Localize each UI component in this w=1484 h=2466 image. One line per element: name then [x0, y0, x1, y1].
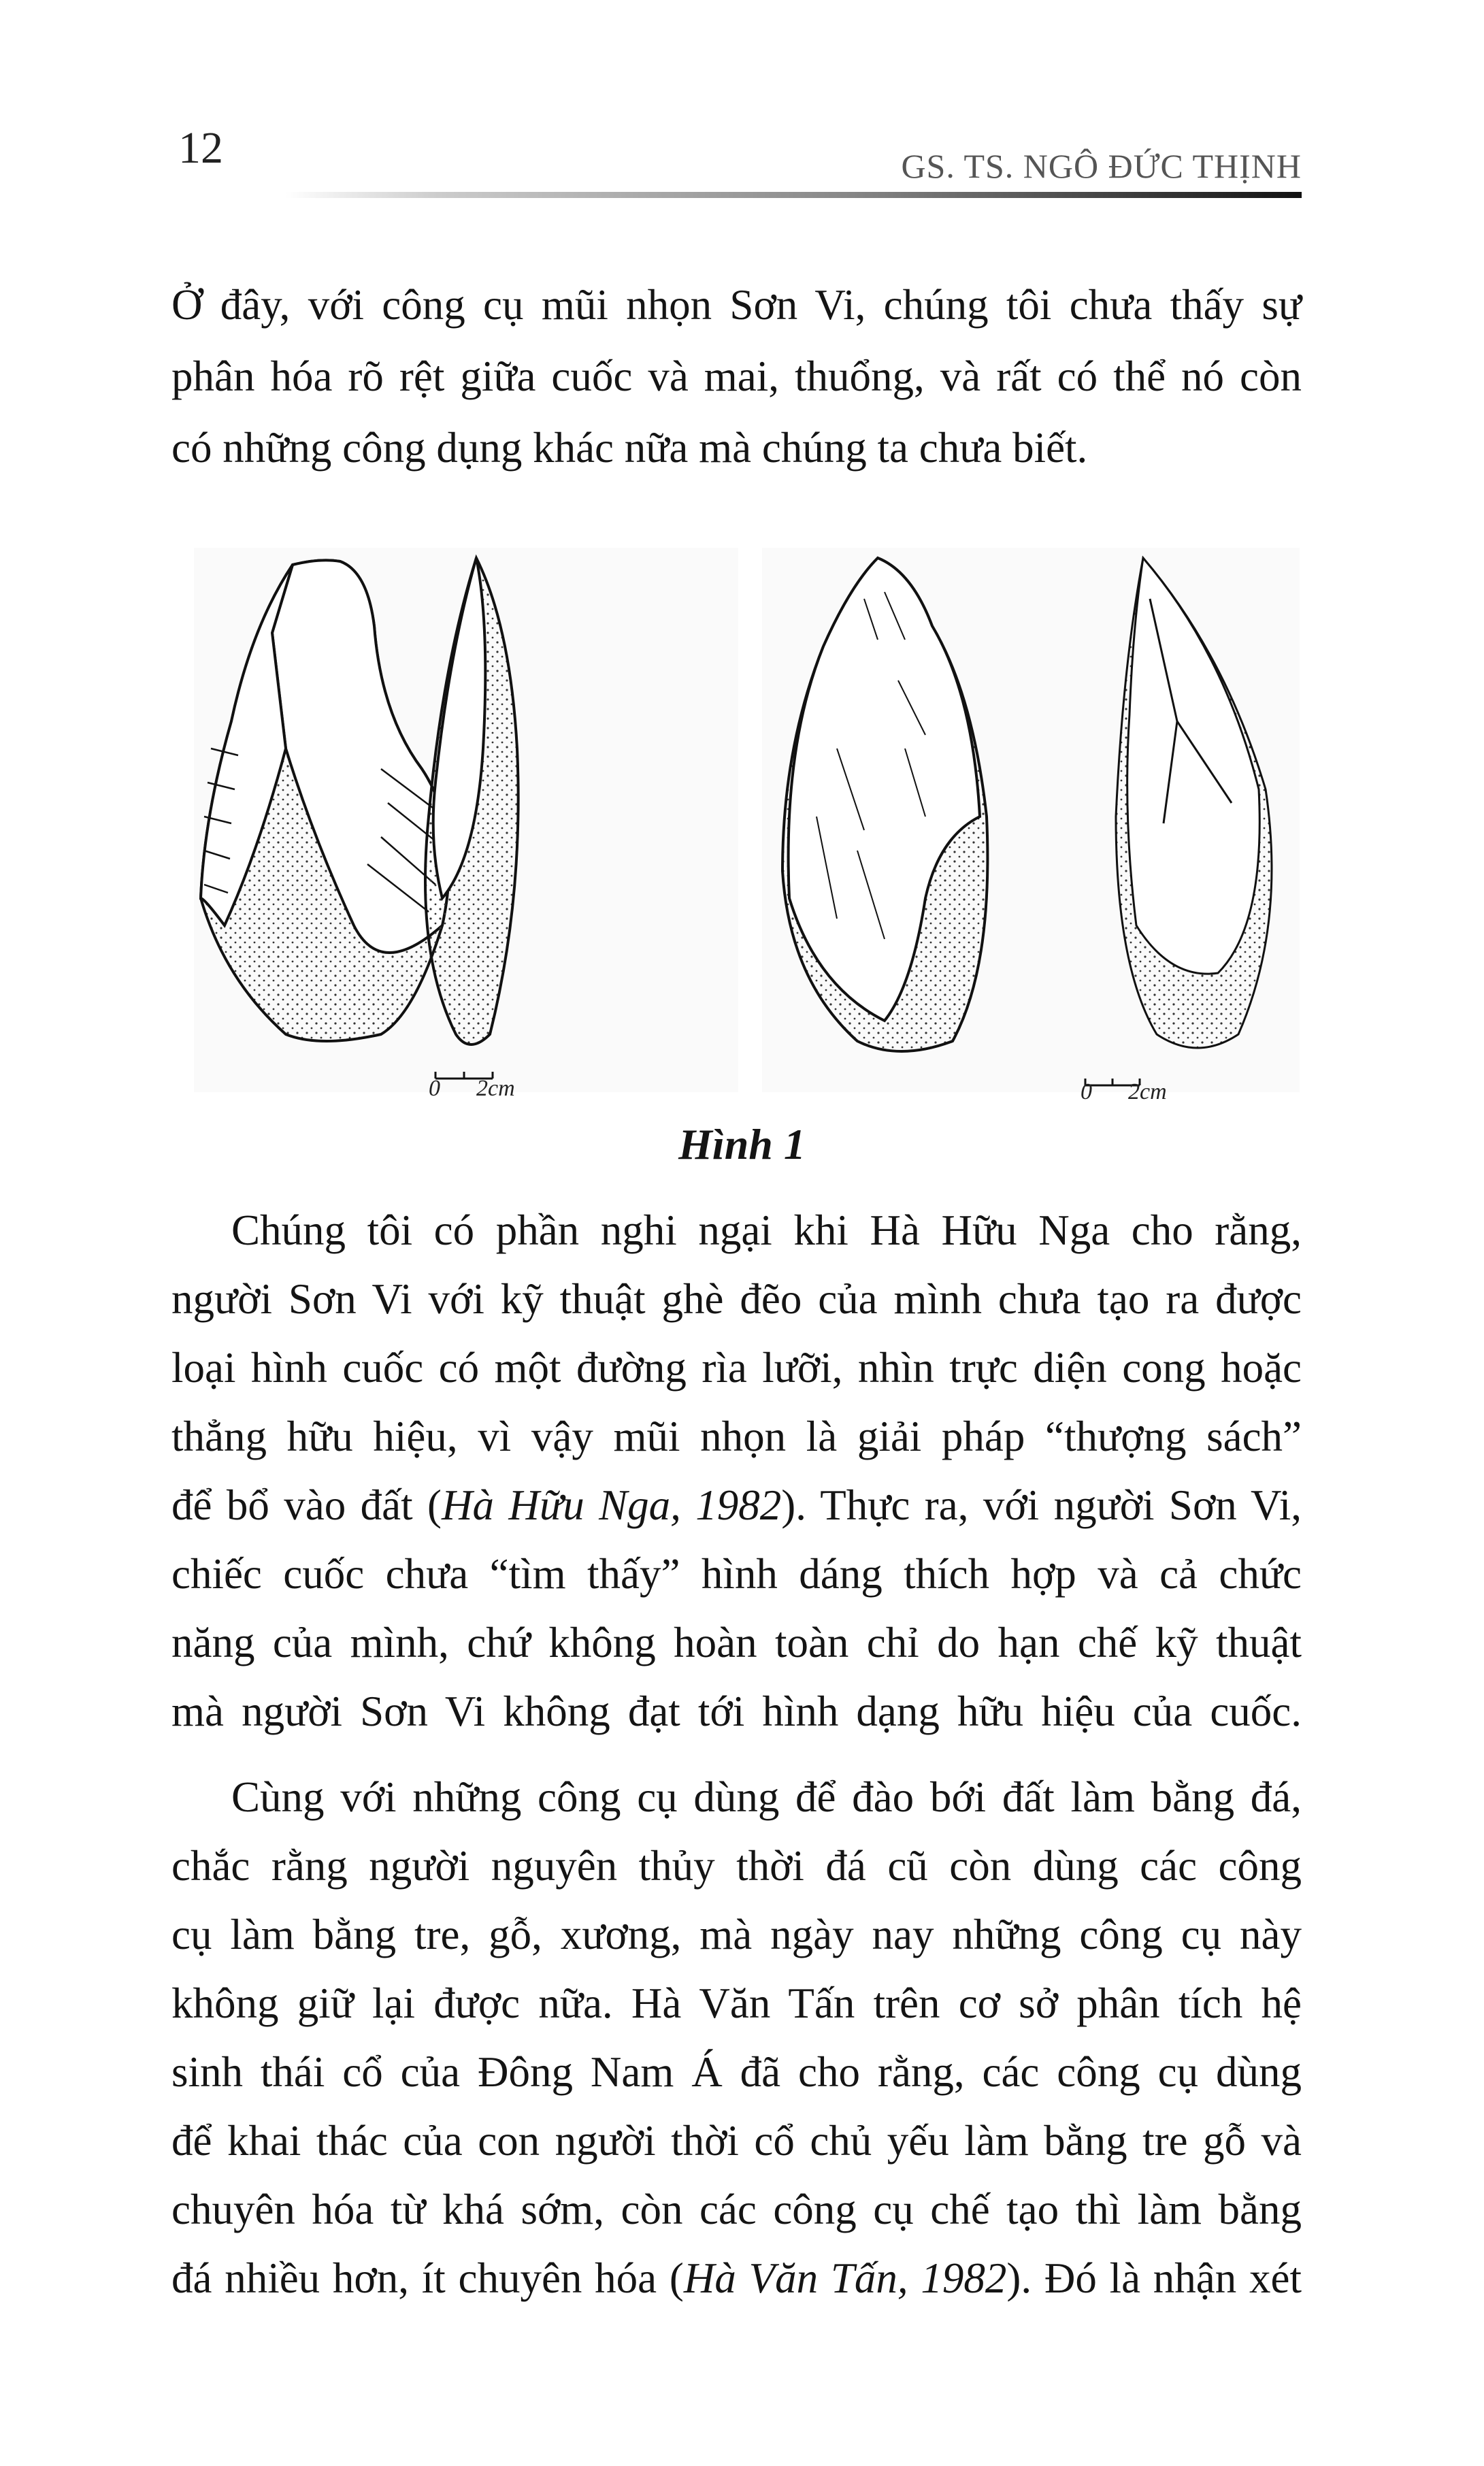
scale-right-zero: 0 — [1081, 1079, 1092, 1102]
text-line: không giữ lại được nữa. Hà Văn Tấn trên cơ sở phân tích hệ — [171, 1979, 1302, 2027]
text-span: đá nhiều hơn, ít chuyên hóa ( — [171, 2254, 684, 2302]
text-line — [171, 1478, 1302, 1532]
text-line: chắc rằng người nguyên thủy thời đá cũ còn dùng các công — [171, 1842, 1302, 1890]
scale-right-unit: 2cm — [1128, 1079, 1167, 1102]
text-line: chuyên hóa từ khá sớm, còn các công cụ chế tạo thì làm bằng — [171, 2186, 1302, 2233]
text-line: năng của mình, chứ không hoàn toàn chỉ do hạn chế kỹ thuật — [171, 1619, 1302, 1666]
text-line: cụ làm bằng tre, gỗ, xương, mà ngày nay những công cụ này — [171, 1911, 1302, 1958]
text-line: Chúng tôi có phần nghi ngại khi Hà Hữu Nga cho rằng, — [231, 1206, 1302, 1254]
text-line: chiếc cuốc chưa “tìm thấy” hình dáng thích hợp và cả chức — [171, 1550, 1302, 1598]
text-span: để bổ vào đất ( — [171, 1481, 442, 1529]
text-line: loại hình cuốc có một đường rìa lưỡi, nhìn trực diện cong hoặc — [171, 1344, 1302, 1392]
text-line: có những công dụng khác nữa mà chúng ta chưa biết. — [171, 424, 1088, 472]
text-line: người Sơn Vi với kỹ thuật ghè đẽo của mình chưa tạo ra được — [171, 1275, 1302, 1323]
text-line: Cùng với những công cụ dùng để đào bới đất làm bằng đá, — [231, 1773, 1302, 1821]
citation: Hà Hữu Nga, 1982 — [441, 1481, 782, 1529]
citation: Hà Văn Tấn, 1982 — [683, 2254, 1007, 2302]
text-line: để khai thác của con người thời cổ chủ yếu làm bằng tre gỗ và — [171, 2117, 1302, 2165]
text-line: thẳng hữu hiệu, vì vậy mũi nhọn là giải pháp “thượng sách” — [171, 1413, 1302, 1460]
text-line: Ở đây, với công cụ mũi nhọn Sơn Vi, chúng tôi chưa thấy sự — [171, 281, 1302, 329]
text-line: mà người Sơn Vi không đạt tới hình dạng hữu hiệu của cuốc. — [171, 1688, 1302, 1735]
running-title: GS. TS. NGÔ ĐỨC THỊNH — [901, 147, 1302, 185]
text-span: ). Đó là nhận xét — [1006, 2254, 1302, 2302]
page-number: 12 — [178, 123, 223, 173]
figure-caption: Hình 1 — [678, 1120, 806, 1168]
text-span: ). Thực ra, với người Sơn Vi, — [781, 1481, 1302, 1529]
header-rule — [286, 192, 1302, 198]
text-line: phân hóa rõ rệt giữa cuốc và mai, thuổng, và rất có thể nó còn — [171, 352, 1302, 400]
scale-left-zero: 0 — [429, 1076, 440, 1101]
text-line: sinh thái cổ của Đông Nam Á đã cho rằng, các công cụ dùng — [171, 2048, 1302, 2096]
scale-labels — [0, 544, 1484, 1102]
text-line — [171, 2251, 1302, 2305]
scale-left-unit: 2cm — [476, 1076, 515, 1101]
